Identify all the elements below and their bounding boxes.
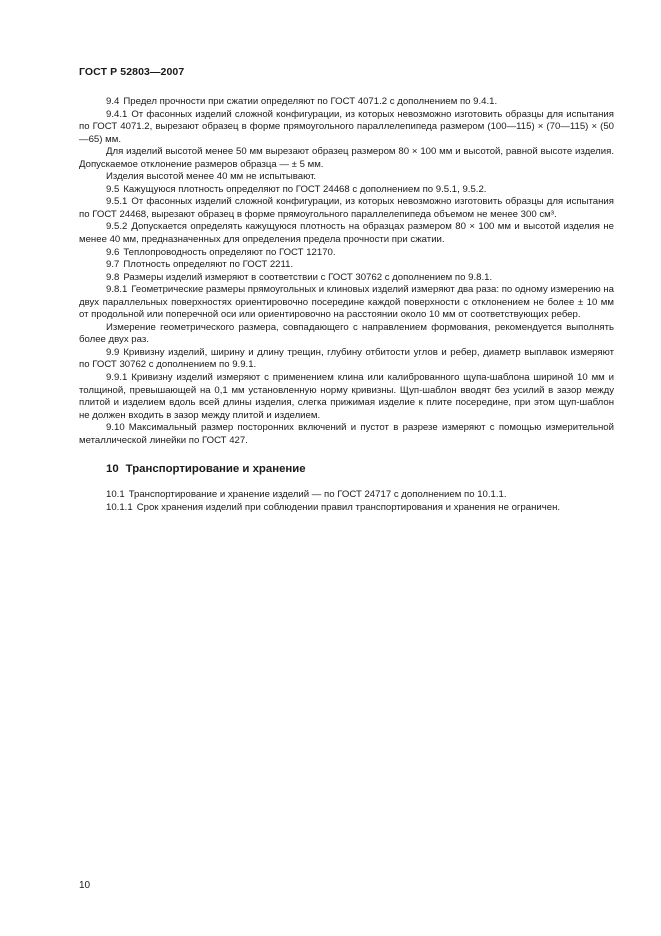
- paragraph: [79, 322, 614, 347]
- paragraph-text: Допускается определять кажущуюся плотность на образцах размером 80 × 100 мм и высотой изделия не менее 40 мм, предназначенных для определения предела прочности при сжатии.: [79, 221, 614, 246]
- clause-number: 9.5.2: [106, 221, 128, 233]
- clause-number: 10.1: [106, 489, 125, 501]
- clause-number: 9.7: [106, 259, 120, 271]
- paragraph-text: Размеры изделий измеряют в соответствии с ГОСТ 30762 с дополнением по 9.8.1.: [123, 271, 493, 283]
- clause-number: 9.9: [106, 346, 120, 358]
- paragraph-text: Для изделий высотой менее 50 мм вырезают образец размером 80 × 100 мм и высотой, равной высоте изделия. Допускаемое отклонение размеров образца — ± 5 мм.: [79, 146, 614, 170]
- section-title: Транспортирование и хранение: [125, 463, 306, 476]
- paragraph-text: От фасонных изделий сложной конфигурации, из которых невозможно изготовить образцы для испытания по ГОСТ 24468, вырезают образец в форме прямоугольного параллелепипеда объемом не менее 300 см³.: [79, 196, 614, 220]
- paragraph-text: Кривизну изделий, ширину и длину трещин, глубину отбитости углов и ребер, диаметр выплавок измеряют по ГОСТ 30762 с дополнением по 9.9.1.: [79, 346, 614, 371]
- clause-number: 10.1.1: [106, 501, 133, 513]
- paragraph-text: Транспортирование и хранение изделий — по ГОСТ 24717 с дополнением по 10.1.1.: [128, 489, 507, 501]
- paragraph-text: Теплопроводность определяют по ГОСТ 12170.: [123, 246, 336, 258]
- clause-number: 9.8: [106, 271, 120, 283]
- paragraph: [79, 502, 614, 515]
- paragraph: [79, 422, 614, 447]
- paragraph-text: Изделия высотой менее 40 мм не испытывают.: [106, 171, 317, 183]
- clause-number: 9.4.1: [106, 108, 128, 120]
- paragraph-text: Срок хранения изделий при соблюдении правил транспортирования и хранения не ограничен.: [136, 501, 561, 513]
- paragraph: [79, 284, 614, 322]
- paragraph: [79, 489, 614, 502]
- document-body: [79, 96, 614, 514]
- paragraph-text: Предел прочности при сжатии определяют по ГОСТ 4071.2 с дополнением по 9.4.1.: [123, 96, 498, 107]
- clause-number: 9.5.1: [106, 196, 128, 208]
- page-number: 10: [79, 880, 91, 891]
- paragraph-text: От фасонных изделий сложной конфигурации, из которых невозможно изготовить образцы для испытания по ГОСТ 4071.2, вырезают образец в форме прямоугольного параллелепипеда размером (100—115) × (70—115) × (50—65) мм.: [79, 108, 614, 145]
- paragraph: [79, 171, 614, 184]
- paragraph: [79, 347, 614, 372]
- paragraph: [79, 272, 614, 285]
- paragraph: [79, 372, 614, 422]
- paragraph: [79, 247, 614, 260]
- section-heading: [79, 462, 614, 476]
- paragraph-text: Плотность определяют по ГОСТ 2211.: [123, 259, 294, 271]
- paragraph: [79, 259, 614, 272]
- paragraph: [79, 146, 614, 171]
- paragraph: [79, 221, 614, 246]
- paragraph-text: Геометрические размеры прямоугольных и клиновых изделий измеряют два раза: по одному измерению на двух параллельных поверхностях ориентировочно посередине каждой поверхности с отклонением не более ± 10 мм от продольной или поперечной оси или ориентировочно на расстоянии около 10 мм от соответствующих ребер.: [79, 284, 614, 321]
- paragraph: [79, 196, 614, 221]
- document-header: ГОСТ Р 52803—2007: [79, 66, 185, 78]
- section-number: 10: [106, 463, 119, 476]
- clause-number: 9.6: [106, 246, 120, 258]
- paragraph: [79, 184, 614, 197]
- clause-number: 9.8.1: [106, 284, 128, 296]
- paragraph: [79, 109, 614, 147]
- clause-number: 9.9.1: [106, 372, 128, 384]
- clause-number: 9.4: [106, 96, 120, 107]
- paragraph-text: Кривизну изделий измеряют с применением клина или калиброванного щупа-шаблона шириной 10 мм и толщиной, превышающей на 0,1 мм установленную норму кривизны. Щуп-шаблон вводят без усилий в зазор между плитой и изделием вдоль всей длины изделия, слегка прижимая изделие к плите посередине, при этом щуп-шаблон не должен входить в зазор между плитой и изделием.: [79, 372, 614, 421]
- paragraph-text: Максимальный размер посторонних включений и пустот в разрезе измеряют с помощью измерительной металлической линейки по ГОСТ 427.: [79, 422, 614, 446]
- clause-number: 9.5: [106, 183, 120, 195]
- paragraph: [79, 96, 614, 109]
- paragraph-text: Кажущуюся плотность определяют по ГОСТ 24468 с дополнением по 9.5.1, 9.5.2.: [123, 183, 487, 195]
- clause-number: 9.10: [106, 422, 125, 434]
- paragraph-text: Измерение геометрического размера, совпадающего с направлением формования, рекомендуется выполнять более двух раз.: [79, 321, 614, 346]
